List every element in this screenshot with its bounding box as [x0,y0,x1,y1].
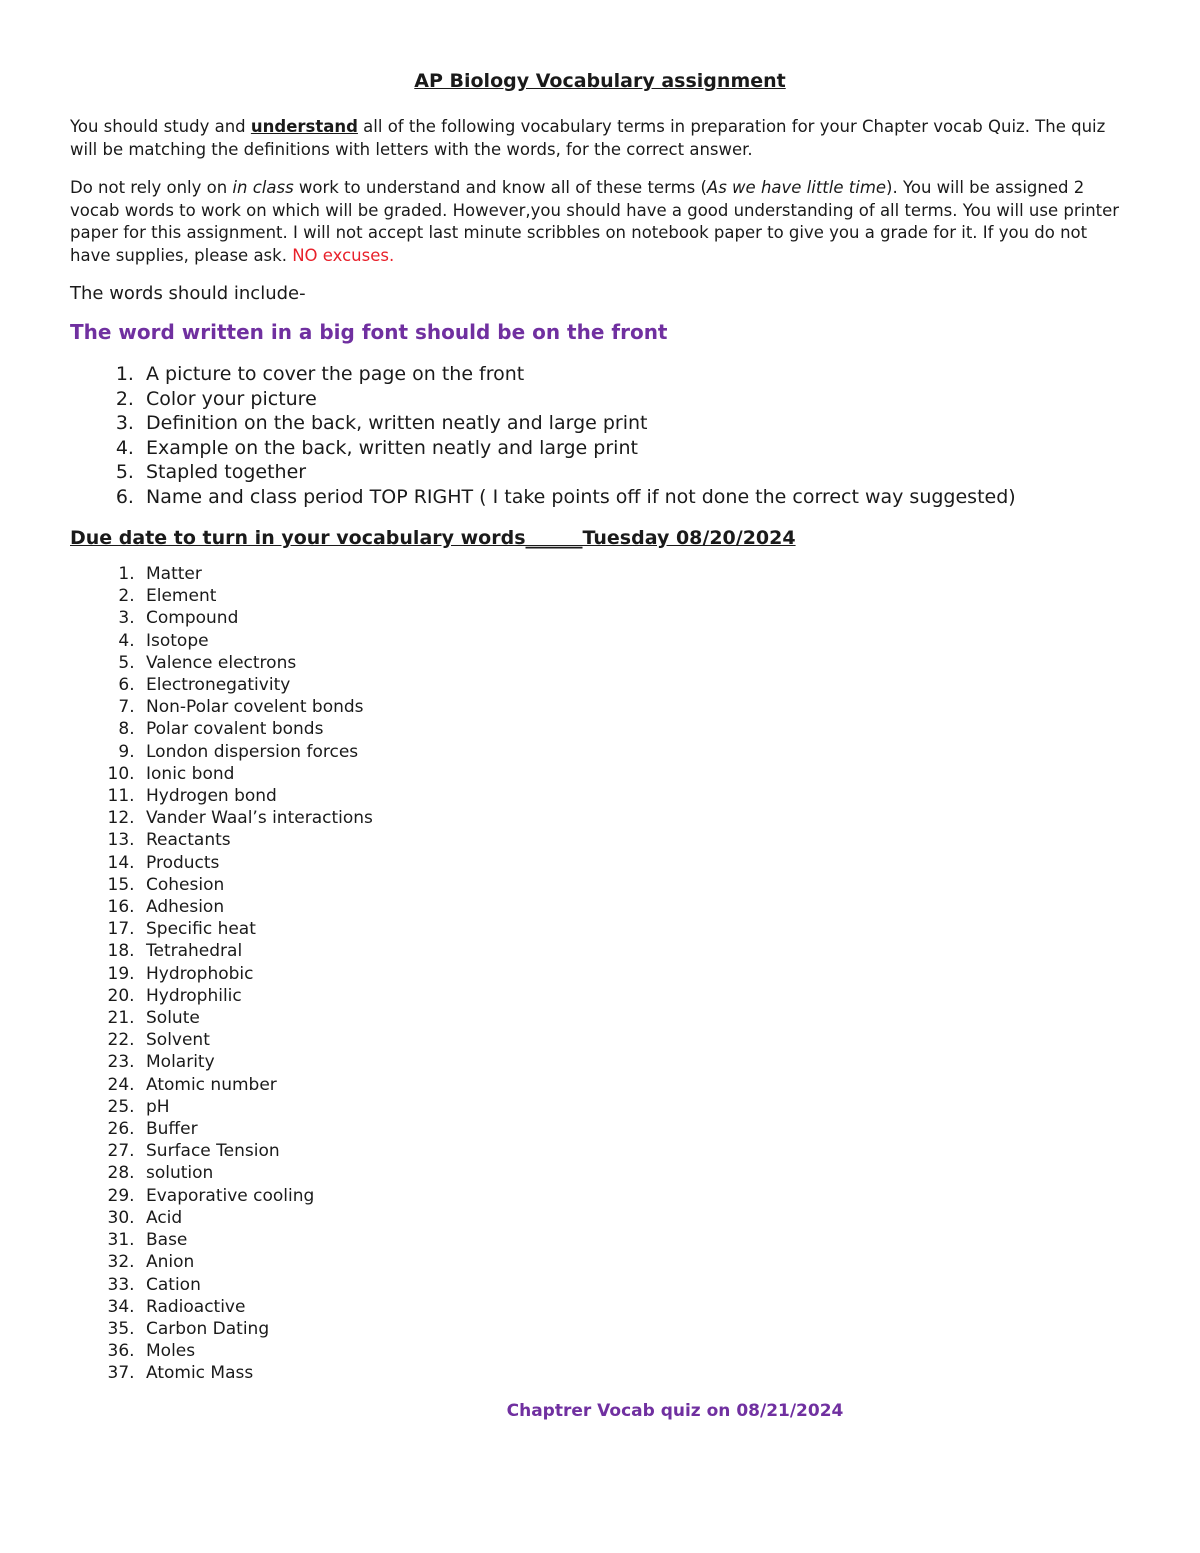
vocab-item: 7. Non-Polar covelent bonds [140,696,1130,718]
no-excuses-note: NO excuses. [292,245,395,265]
front-heading: The word written in a big font should be on the front [70,320,668,344]
vocab-item: 29. Evaporative cooling [140,1185,1130,1207]
para2-italic-2: As we have little time [706,178,887,197]
vocab-item: 6. Electronegativity [140,674,1130,696]
document-page [70,70,1130,1421]
para2-italic-1: in class [232,178,294,197]
vocab-item: 23. Molarity [140,1051,1130,1073]
vocab-item: 21. Solute [140,1007,1130,1029]
vocab-item: 12. Vander Waal’s interactions [140,807,1130,829]
vocab-item: 3. Compound [140,607,1130,629]
vocab-item: 35. Carbon Dating [140,1318,1130,1340]
page-title: AP Biology Vocabulary assignment [414,70,786,92]
due-date-line: Due date to turn in your vocabulary words______Tuesday 08/20/2024 [70,527,796,549]
requirement-item: 4. Example on the back, written neatly and large print [140,436,1130,461]
vocab-item: 31. Base [140,1229,1130,1251]
vocab-item: 9. London dispersion forces [140,741,1130,763]
intro-text-2: all of the following vocabulary terms in preparation for your Chapter vocab Quiz. The quiz will be matching the definitions with letters with the words, for the correct answer. [70,117,1106,159]
vocab-item: 5. Valence electrons [140,652,1130,674]
vocab-item: 28. solution [140,1162,1130,1184]
vocab-item: 15. Cohesion [140,874,1130,896]
vocab-item: 11. Hydrogen bond [140,785,1130,807]
vocab-item: 37. Atomic Mass [140,1362,1130,1384]
requirement-item: 2. Color your picture [140,387,1130,412]
vocab-item: 19. Hydrophobic [140,963,1130,985]
vocab-item: 22. Solvent [140,1029,1130,1051]
requirement-item: 6. Name and class period TOP RIGHT ( I take points off if not done the correct way suggested) [140,485,1130,510]
para2-text-2: work to understand and know all of these terms ( [293,178,707,197]
vocab-item: 14. Products [140,852,1130,874]
requirements-list [70,362,1130,509]
instructions-paragraph [70,177,1130,267]
vocab-item: 32. Anion [140,1251,1130,1273]
intro-text-1: You should study and [70,117,251,136]
requirement-item: 5. Stapled together [140,460,1130,485]
vocab-item: 26. Buffer [140,1118,1130,1140]
vocab-item: 34. Radioactive [140,1296,1130,1318]
requirement-item: 3. Definition on the back, written neatly and large print [140,411,1130,436]
vocab-item: 24. Atomic number [140,1074,1130,1096]
vocab-item: 18. Tetrahedral [140,940,1130,962]
vocab-item: 27. Surface Tension [140,1140,1130,1162]
vocab-item: 33. Cation [140,1274,1130,1296]
vocab-item: 25. pH [140,1096,1130,1118]
vocab-item: 4. Isotope [140,630,1130,652]
vocab-item: 10. Ionic bond [140,763,1130,785]
vocab-list [70,563,1130,1385]
vocab-item: 30. Acid [140,1207,1130,1229]
vocab-item: 36. Moles [140,1340,1130,1362]
requirement-item: 1. A picture to cover the page on the front [140,362,1130,387]
intro-emphasis: understand [250,117,358,136]
include-label: The words should include- [70,283,306,304]
vocab-item: 2. Element [140,585,1130,607]
para2-text-3: ). You will be assigned 2 vocab words to work on which will be graded. However,you should have a good understanding of all terms. You will use printer paper for this assignment. I will not accept last minute scribbles on notebook paper to give you a grade for it. If you do not have supplies, please ask. [70,178,1120,265]
intro-paragraph [70,116,1130,161]
quiz-date-line: Chaptrer Vocab quiz on 08/21/2024 [506,1400,844,1421]
para2-text-1: Do not rely only on [70,178,233,197]
vocab-item: 20. Hydrophilic [140,985,1130,1007]
vocab-item: 17. Specific heat [140,918,1130,940]
vocab-item: 16. Adhesion [140,896,1130,918]
vocab-item: 8. Polar covalent bonds [140,718,1130,740]
vocab-item: 1. Matter [140,563,1130,585]
vocab-item: 13. Reactants [140,829,1130,851]
